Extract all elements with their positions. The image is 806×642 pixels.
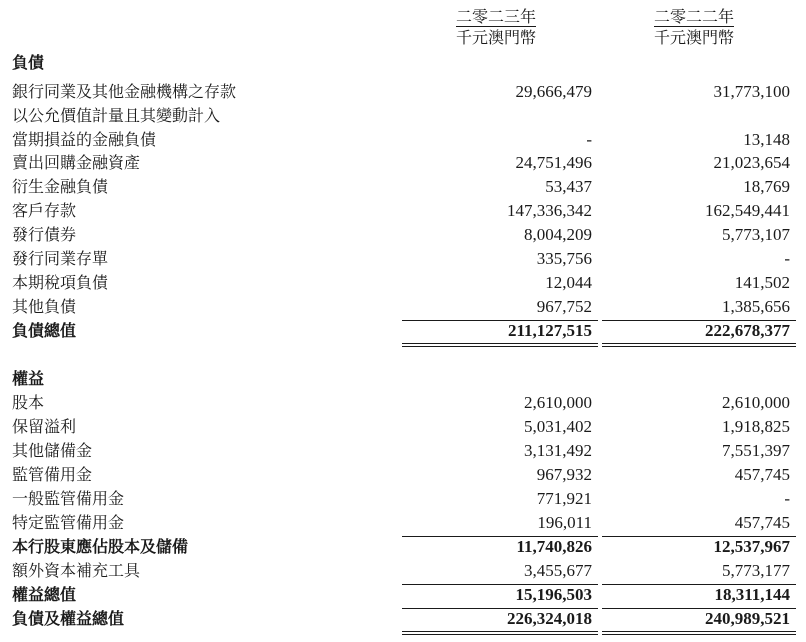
value-2023: 11,740,826 xyxy=(516,537,592,556)
table-row xyxy=(0,199,806,223)
value-2022: - xyxy=(784,489,790,508)
row-label: 本行股東應佔股本及儲備 xyxy=(12,537,189,556)
value-2022: 1,918,825 xyxy=(722,417,790,436)
table-row xyxy=(0,535,806,559)
row-label: 發行債券 xyxy=(12,225,77,244)
value-2023: 335,756 xyxy=(536,249,592,268)
total-double-rule xyxy=(402,343,598,344)
row-label: 監管備用金 xyxy=(12,465,93,484)
value-2022: 141,502 xyxy=(734,273,790,292)
row-label: 衍生金融負債 xyxy=(12,177,109,196)
total-double-rule xyxy=(602,346,796,347)
value-2022: 31,773,100 xyxy=(713,82,790,101)
section-heading xyxy=(0,367,806,391)
value-2023: 147,336,342 xyxy=(507,201,592,220)
table-row xyxy=(0,487,806,511)
row-label: 賣出回購金融資產 xyxy=(12,153,141,172)
value-2023: 15,196,503 xyxy=(515,585,592,604)
value-2022: 457,745 xyxy=(734,465,790,484)
table-row xyxy=(0,104,806,128)
value-2023: 5,031,402 xyxy=(524,417,592,436)
row-label: 本期稅項負債 xyxy=(12,273,109,292)
value-2023: 8,004,209 xyxy=(524,225,592,244)
table-row xyxy=(0,439,806,463)
value-2022: 21,023,654 xyxy=(713,153,790,172)
subtotal-rule xyxy=(402,584,598,585)
subtotal-rule xyxy=(602,320,796,321)
value-2022: - xyxy=(784,249,790,268)
table-row xyxy=(0,583,806,607)
row-label: 銀行同業及其他金融機構之存款 xyxy=(12,82,237,101)
value-2022: 240,989,521 xyxy=(705,609,790,628)
value-2022: 13,148 xyxy=(743,130,790,149)
table-row xyxy=(0,511,806,535)
row-label: 負債及權益總值 xyxy=(12,609,125,628)
value-2023: 196,011 xyxy=(537,513,592,532)
row-label: 一般監管備用金 xyxy=(12,489,125,508)
value-2023: 226,324,018 xyxy=(507,609,592,628)
value-2022: 162,549,441 xyxy=(705,201,790,220)
value-2023: 967,752 xyxy=(536,297,592,316)
row-label: 客戶存款 xyxy=(12,201,77,220)
row-label: 權益 xyxy=(12,369,45,388)
subtotal-rule xyxy=(602,584,796,585)
row-label: 負債 xyxy=(12,53,45,72)
table-row xyxy=(0,319,806,343)
table-row xyxy=(0,295,806,319)
value-2023: - xyxy=(586,130,592,149)
total-double-rule xyxy=(402,634,598,635)
year-label: 二零二二年 xyxy=(653,7,734,26)
value-2022: 18,311,144 xyxy=(714,585,790,604)
subtotal-rule xyxy=(402,320,598,321)
total-double-rule xyxy=(602,343,796,344)
value-2023: 3,131,492 xyxy=(524,441,592,460)
value-2023: 53,437 xyxy=(545,177,592,196)
row-label: 其他負債 xyxy=(12,297,77,316)
value-2022: 7,551,397 xyxy=(722,441,790,460)
row-label: 權益總值 xyxy=(12,585,77,604)
total-double-rule xyxy=(602,634,796,635)
row-label: 股本 xyxy=(12,393,45,412)
row-label: 負債總值 xyxy=(12,321,77,340)
subtotal-rule xyxy=(402,608,598,609)
subtotal-rule xyxy=(402,536,598,537)
table-row xyxy=(0,607,806,631)
value-2022: 222,678,377 xyxy=(705,321,790,340)
total-double-rule xyxy=(402,346,598,347)
row-label: 發行同業存單 xyxy=(12,249,109,268)
table-row xyxy=(0,247,806,271)
row-label: 以公允價值計量且其變動計入 xyxy=(12,106,221,125)
value-2023: 211,127,515 xyxy=(507,321,592,340)
total-double-rule xyxy=(402,631,598,632)
table-row xyxy=(0,80,806,104)
table-row xyxy=(0,391,806,415)
unit-label: 千元澳門幣 xyxy=(455,28,536,47)
value-2022: 12,537,967 xyxy=(713,537,790,556)
value-2023: 967,932 xyxy=(536,465,592,484)
value-2022: 1,385,656 xyxy=(722,297,790,316)
row-label: 其他儲備金 xyxy=(12,441,93,460)
total-double-rule xyxy=(602,631,796,632)
value-2022: 18,769 xyxy=(743,177,790,196)
value-2023: 29,666,479 xyxy=(515,82,592,101)
value-2022: 457,745 xyxy=(734,513,790,532)
value-2023: 771,921 xyxy=(536,489,592,508)
value-2022: 5,773,177 xyxy=(722,561,790,580)
table-row xyxy=(0,175,806,199)
subtotal-rule xyxy=(602,536,796,537)
value-2023: 12,044 xyxy=(545,273,592,292)
section-heading xyxy=(0,51,806,75)
table-row xyxy=(0,271,806,295)
table-row xyxy=(0,151,806,175)
table-row xyxy=(0,463,806,487)
value-2023: 24,751,496 xyxy=(515,153,592,172)
value-2022: 5,773,107 xyxy=(722,225,790,244)
value-2023: 3,455,677 xyxy=(524,561,592,580)
row-label: 特定監管備用金 xyxy=(12,513,125,532)
row-label: 保留溢利 xyxy=(12,417,77,436)
row-label: 額外資本補充工具 xyxy=(12,561,141,580)
table-row xyxy=(0,559,806,583)
table-row xyxy=(0,223,806,247)
subtotal-rule xyxy=(602,608,796,609)
value-2022: 2,610,000 xyxy=(722,393,790,412)
unit-label: 千元澳門幣 xyxy=(653,28,734,47)
year-label: 二零二三年 xyxy=(455,7,536,26)
table-row xyxy=(0,128,806,152)
table-row xyxy=(0,415,806,439)
row-label: 當期損益的金融負債 xyxy=(12,130,157,149)
value-2023: 2,610,000 xyxy=(524,393,592,412)
